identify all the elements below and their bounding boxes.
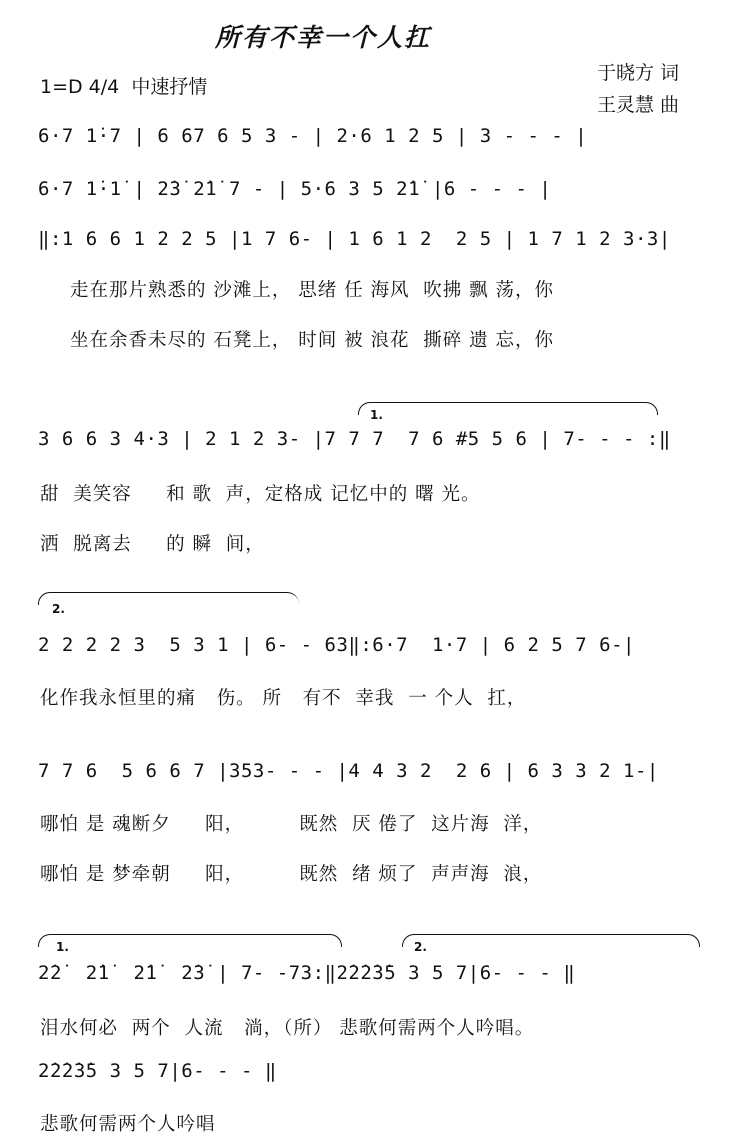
notation-line-6: 7 7 6 5 6 6 7 |353- - - |4 4 3 2 2 6 | 6 3 3 2 1-| xyxy=(38,760,659,782)
notation-line-7: 2̇2̇ 2̇1̇ 2̇1̇ 2̇3̇ | 7- -73:‖2̇2̇2̇3̇5 3 5 7|6- - - ‖ xyxy=(38,962,576,984)
lyrics-line-5: 化作我永恒里的痛 伤。 所 有不 幸我 一 个人 扛， xyxy=(40,688,527,709)
volta-bracket-2 xyxy=(38,592,299,605)
volta-label-3: 1. xyxy=(56,940,69,954)
notation-line-2: 6·7 1̇·1̇ | 2̇3̇ 2̇1̇ 7 - | 5·6 3 5 2̇1̇ |6 - - - | xyxy=(38,178,552,200)
lyrics-line-8: 悲歌何需两个人吟唱 xyxy=(40,1114,216,1135)
lyrics-verse-2-line-2: 洒 脱离去 的 瞬 间， xyxy=(40,534,265,555)
notation-line-4: 3 6 6 3 4·3 | 2 1 2 3- |7 7 7 7 6 #5 5 6 | 7- - - :‖ xyxy=(38,428,671,450)
volta-label-4: 2. xyxy=(414,940,427,954)
lyrics-verse-2-line-6: 哪怕 是 梦牵朝 阳， 既然 绪 烦了 声声海 浪， xyxy=(40,864,543,885)
lyrics-verse-2-line-1: 坐在余香未尽的 石凳上， 时间 被 浪花 撕碎 遗 忘，你 xyxy=(70,330,555,351)
volta-bracket-1 xyxy=(358,402,658,415)
song-title: 所有不幸一个人扛 xyxy=(215,23,432,52)
lyricist-credit: 于晓方 词 xyxy=(597,62,680,84)
notation-line-5: 2 2 2 2 3 5 3 1 | 6- - 63‖:6·7 1·7 | 6 2 5 7 6-| xyxy=(38,634,635,656)
composer-credit: 王灵慧 曲 xyxy=(597,94,680,116)
notation-line-3: ‖:1 6 6 1 2 2 5 |1 7 6- | 1 6 1 2 2 5 | 1 7 1 2 3·3| xyxy=(38,228,671,250)
volta-label-1: 1. xyxy=(370,408,383,422)
lyrics-line-7: 泪水何必 两个 人流 淌，（所） 悲歌何需两个人吟唱。 xyxy=(40,1018,535,1039)
volta-bracket-4 xyxy=(402,934,700,947)
lyrics-verse-1-line-6: 哪怕 是 魂断夕 阳， 既然 厌 倦了 这片海 洋， xyxy=(40,814,543,835)
lyrics-verse-1-line-2: 甜 美笑容 和 歌 声，定格成 记忆中的 曙 光。 xyxy=(40,484,481,505)
notation-line-1: 6·7 1̇·7 | 6 67 6 5 3 - | 2·6 1 2 5 | 3 - - - | xyxy=(38,125,588,147)
notation-line-8: 2̇2̇2̇3̇5 3 5 7|6- - - ‖ xyxy=(38,1060,277,1082)
key-tempo-marking: 1=D 4/4 中速抒情 xyxy=(40,76,208,98)
lyrics-verse-1-line-1: 走在那片熟悉的 沙滩上， 思绪 任 海风 吹拂 飘 荡，你 xyxy=(70,280,555,301)
volta-label-2: 2. xyxy=(52,602,65,616)
volta-bracket-3 xyxy=(38,934,342,947)
